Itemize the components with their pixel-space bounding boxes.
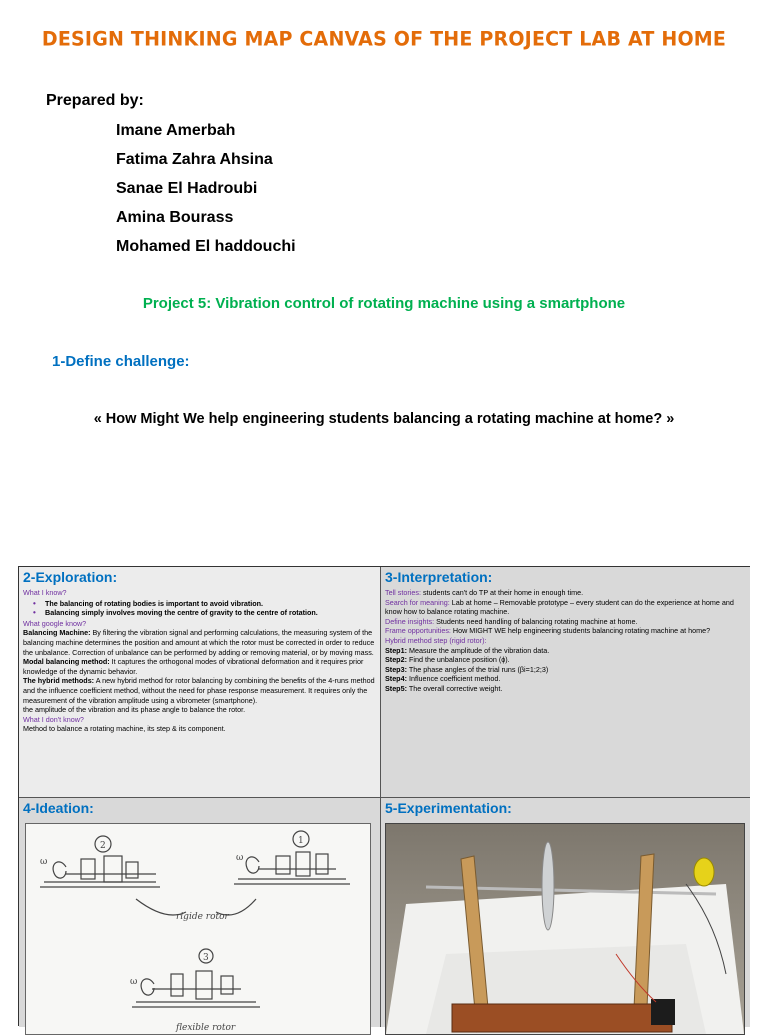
step-label: Step4: bbox=[385, 674, 407, 684]
author-name: Fatima Zahra Ahsina bbox=[116, 151, 273, 168]
what-i-dont-know-text: Method to balance a rotating machine, its step & its component. bbox=[23, 724, 226, 734]
interpretation-heading: 3-Interpretation: bbox=[385, 569, 493, 585]
hybrid-method-text: A new hybrid method for rotor balancing by combining the benefits of the 4-runs method and the influence coefficient method, without the need for phase response measurement. It requires only the measurement of the vibration amplitude using a vibrometer (smartphone). bbox=[23, 676, 375, 705]
rotor-block bbox=[81, 859, 95, 879]
design-thinking-canvas bbox=[18, 566, 750, 1033]
ideation-sketch bbox=[25, 823, 371, 1035]
define-insights-label: Define insights: bbox=[385, 616, 435, 626]
experimentation-heading: 5-Experimentation: bbox=[385, 800, 512, 816]
rotor-block bbox=[104, 856, 122, 882]
hybrid-steps-heading: Hybrid method step (rigid rotor): bbox=[385, 635, 487, 645]
hybrid-method-continuation: the amplitude of the vibration and its phase angle to balance the rotor. bbox=[23, 705, 246, 715]
page-title: DESIGN THINKING MAP CANVAS OF THE PROJECT LAB AT HOME bbox=[41, 27, 727, 51]
challenge-statement: « How Might We help engineering students balancing a rotating machine at home? » bbox=[93, 411, 675, 427]
author-name: Imane Amerbah bbox=[116, 122, 236, 139]
define-challenge-heading: 1-Define challenge: bbox=[52, 353, 190, 370]
what-google-know-label: What google know? bbox=[23, 618, 87, 628]
step-label: Step2: bbox=[385, 655, 407, 665]
step-label: Step3: bbox=[385, 664, 407, 674]
sketch-number: 3 bbox=[203, 953, 209, 963]
sketch-omega: ω bbox=[236, 853, 244, 863]
ideation-heading: 4-Ideation: bbox=[23, 800, 94, 816]
frame-opportunities-text: How MIGHT WE help engineering students balancing rotating machine at home? bbox=[450, 626, 711, 636]
search-meaning-label: Search for meaning: bbox=[385, 597, 450, 607]
define-insights-paragraph bbox=[385, 617, 747, 627]
list-item: • Balancing simply involves moving the centre of gravity to the centre of rotation. bbox=[33, 608, 377, 618]
step-line bbox=[385, 684, 747, 694]
wood-base bbox=[452, 1004, 672, 1032]
sketch-number: 1 bbox=[298, 836, 304, 846]
modal-method-label: Modal balancing method: bbox=[23, 657, 110, 667]
step-line bbox=[385, 665, 747, 675]
modal-method-text: It captures the orthogonal modes of vibrational deformation and it requires prior knowledge of the dynamic behavior. bbox=[23, 657, 364, 676]
search-meaning-text: Lab at home – Removable prototype – every student can do the experience at home and know how to balance rotating machine. bbox=[385, 597, 734, 617]
what-i-know-list bbox=[33, 599, 377, 618]
exploration-cell bbox=[19, 567, 381, 798]
experimentation-cell bbox=[381, 798, 750, 1027]
tell-stories-label: Tell stories: bbox=[385, 588, 421, 597]
author-name: Amina Bourass bbox=[116, 209, 234, 226]
battery-box bbox=[651, 999, 675, 1025]
motor-sketch bbox=[53, 862, 66, 878]
step-text: Find the unbalance position (ϕ). bbox=[406, 655, 510, 665]
ideation-cell bbox=[19, 798, 381, 1033]
sketch-caption: flexible rotor bbox=[176, 1023, 236, 1033]
interpretation-cell bbox=[381, 567, 750, 798]
yellow-motor bbox=[694, 858, 714, 886]
project-title: Project 5: Vibration control of rotating machine using a smartphone bbox=[142, 295, 626, 312]
sketch-caption: rigide rotor bbox=[176, 912, 229, 922]
rotor-block bbox=[126, 862, 138, 878]
balancing-machine-text: By filtering the vibration signal and performing calculations, the measuring system of the balancing machine determines the position and amount at which the rotor must be corrected in order to reduce the unbalance. Correction of unbalance can be performed by adding or removing material, or by moving mass. bbox=[23, 628, 375, 657]
frame-opportunities-paragraph bbox=[385, 626, 747, 636]
define-insights-text: Students need handling of balancing rotating machine at home. bbox=[434, 616, 638, 626]
author-list bbox=[116, 121, 296, 266]
rotor-sketch-drawing bbox=[26, 824, 370, 1034]
balancing-machine-label: Balancing Machine: bbox=[23, 628, 91, 638]
author-name: Sanae El Hadroubi bbox=[116, 180, 258, 197]
prototype-photo-drawing bbox=[386, 824, 744, 1034]
step-line bbox=[385, 655, 747, 665]
sketch-number: 2 bbox=[100, 841, 106, 851]
modal-method-paragraph bbox=[23, 657, 377, 676]
step-text: The overall corrective weight. bbox=[406, 683, 503, 693]
step-label: Step1: bbox=[385, 645, 407, 655]
balancing-machine-paragraph bbox=[23, 628, 377, 657]
hybrid-method-paragraph bbox=[23, 676, 377, 705]
search-meaning-paragraph bbox=[385, 598, 747, 617]
what-i-know-label: What I know? bbox=[23, 588, 67, 597]
tell-stories-text: students can't do TP at their home in enough time. bbox=[420, 588, 584, 597]
step-text: Influence coefficient method. bbox=[406, 674, 501, 684]
sketch-omega: ω bbox=[130, 977, 138, 987]
step-text: The phase angles of the trial runs (βi=1;2;3) bbox=[406, 664, 549, 674]
list-item: • The balancing of rotating bodies is important to avoid vibration. bbox=[33, 599, 377, 609]
hybrid-method-label: The hybrid methods: bbox=[23, 676, 95, 686]
exploration-text bbox=[19, 588, 380, 734]
step-label: Step5: bbox=[385, 683, 407, 693]
what-i-dont-know-label: What I don't know? bbox=[23, 714, 84, 724]
prepared-by-label: Prepared by: bbox=[46, 92, 144, 109]
prototype-photo bbox=[385, 823, 745, 1035]
step-text: Measure the amplitude of the vibration data. bbox=[406, 645, 550, 655]
author-name: Mohamed El haddouchi bbox=[116, 238, 296, 255]
tell-stories-paragraph bbox=[385, 588, 747, 598]
frame-opportunities-label: Frame opportunities: bbox=[385, 626, 451, 636]
step-line bbox=[385, 646, 747, 656]
interpretation-text bbox=[381, 588, 750, 694]
step-line bbox=[385, 674, 747, 684]
rotor-disc bbox=[542, 842, 554, 930]
sketch-omega: ω bbox=[40, 857, 48, 867]
exploration-heading: 2-Exploration: bbox=[23, 569, 118, 585]
